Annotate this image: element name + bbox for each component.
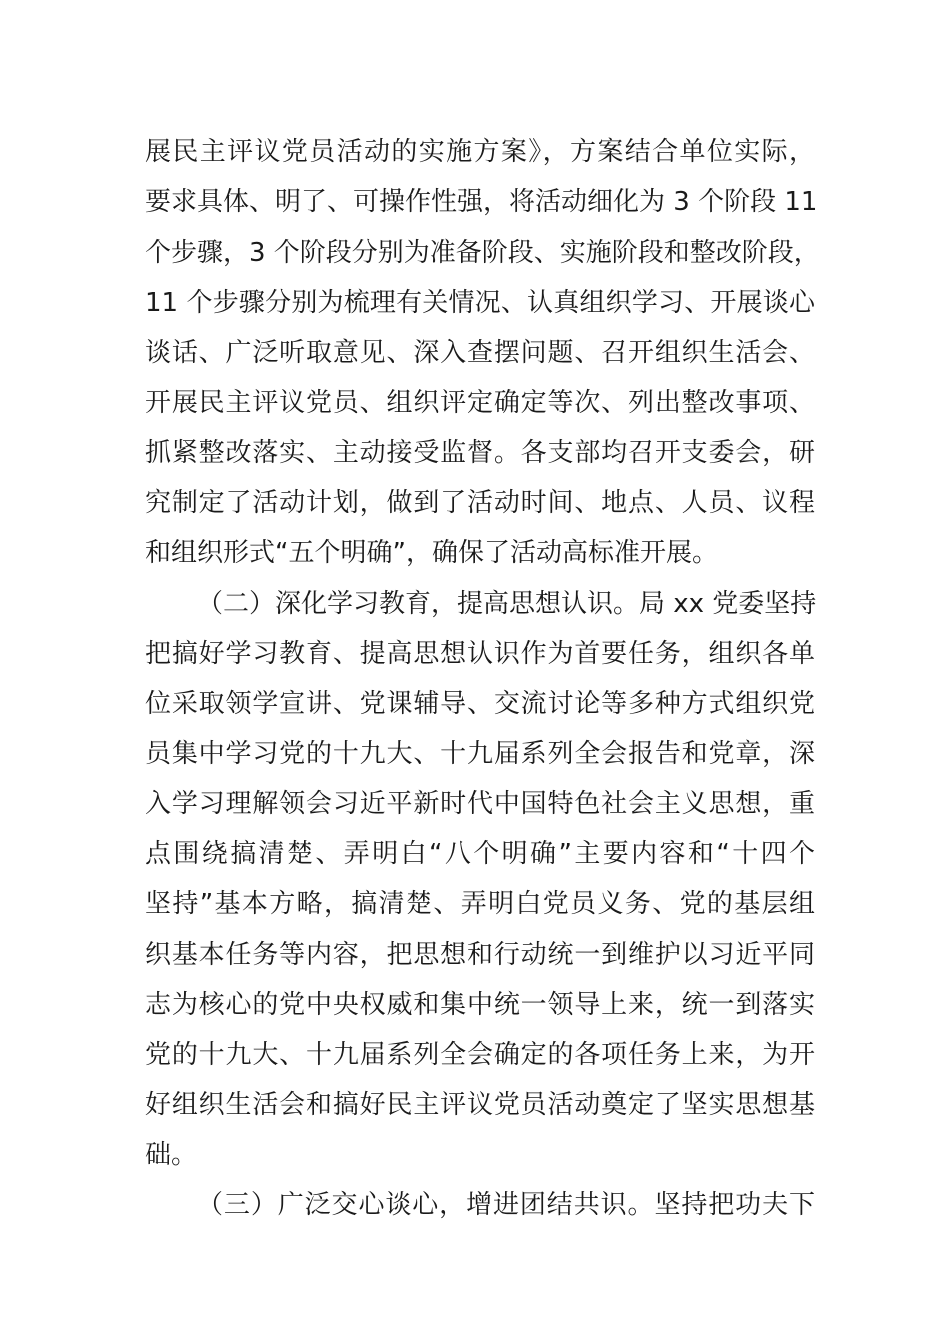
body-text-line: 谈话、广泛听取意见、深入查摆问题、召开组织生活会、 bbox=[145, 338, 815, 368]
section-heading-line: （二）深化学习教育，提高思想认识。局 xx 党委坚持 bbox=[197, 589, 817, 619]
body-text-line: 好组织生活会和搞好民主评议党员活动奠定了坚实思想基 bbox=[145, 1090, 815, 1120]
section-heading-line: （三）广泛交心谈心，增进团结共识。坚持把功夫下 bbox=[197, 1190, 815, 1220]
body-text-line: 点围绕搞清楚、弄明白“八个明确”主要内容和“十四个 bbox=[145, 839, 815, 869]
body-text-line: 开展民主评议党员、组织评定确定等次、列出整改事项、 bbox=[145, 388, 815, 418]
body-text-line: 11 个步骤分别为梳理有关情况、认真组织学习、开展谈心 bbox=[145, 288, 815, 318]
body-text-line: 把搞好学习教育、提高思想认识作为首要任务，组织各单 bbox=[145, 639, 815, 669]
body-text-line: 志为核心的党中央权威和集中统一领导上来，统一到落实 bbox=[145, 990, 815, 1020]
body-text-line: 和组织形式“五个明确”，确保了活动高标准开展。 bbox=[145, 538, 718, 568]
body-text-line: 抓紧整改落实、主动接受监督。各支部均召开支委会，研 bbox=[145, 438, 815, 468]
body-text-line: 展民主评议党员活动的实施方案》，方案结合单位实际， bbox=[145, 137, 815, 167]
body-text-line: 位采取领学宣讲、党课辅导、交流讨论等多种方式组织党 bbox=[145, 689, 815, 719]
body-text-line: 个步骤，3 个阶段分别为准备阶段、实施阶段和整改阶段， bbox=[145, 238, 820, 268]
body-text-line: 要求具体、明了、可操作性强，将活动细化为 3 个阶段 11 bbox=[145, 187, 818, 217]
body-text-line: 究制定了活动计划，做到了活动时间、地点、人员、议程 bbox=[145, 488, 815, 518]
body-text-line: 员集中学习党的十九大、十九届系列全会报告和党章，深 bbox=[145, 739, 815, 769]
body-text-line: 党的十九大、十九届系列全会确定的各项任务上来，为开 bbox=[145, 1040, 815, 1070]
body-text-line: 础。 bbox=[145, 1140, 198, 1170]
body-text-line: 织基本任务等内容，把思想和行动统一到维护以习近平同 bbox=[145, 940, 815, 970]
body-text-line: 坚持”基本方略，搞清楚、弄明白党员义务、党的基层组 bbox=[145, 889, 815, 919]
body-text-line: 入学习理解领会习近平新时代中国特色社会主义思想，重 bbox=[145, 789, 815, 819]
